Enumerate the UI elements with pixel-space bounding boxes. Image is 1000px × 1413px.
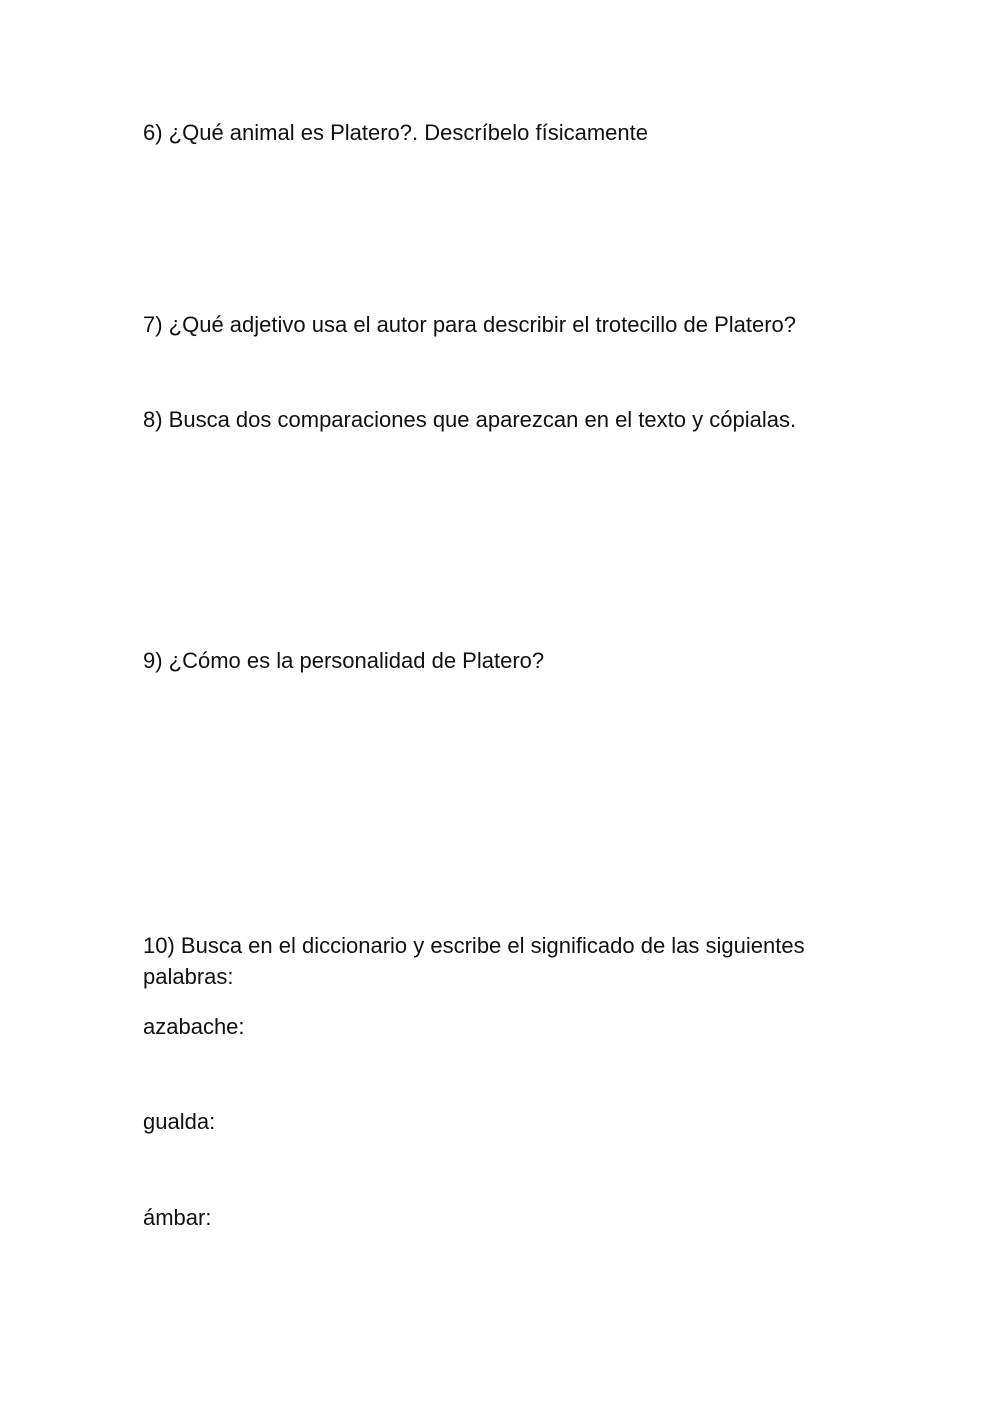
question-7: 7) ¿Qué adjetivo usa el autor para describir el trotecillo de Platero? (143, 312, 797, 337)
question-10-line-1: 10) Busca en el diccionario y escribe el significado de las siguientes (143, 933, 805, 958)
question-9: 9) ¿Cómo es la personalidad de Platero? (143, 648, 545, 673)
question-8: 8) Busca dos comparaciones que aparezcan en el texto y cópialas. (143, 407, 797, 432)
question-6: 6) ¿Qué animal es Platero?. Descríbelo físicamente (143, 120, 649, 145)
vocab-word-gualda: gualda: (143, 1109, 216, 1134)
question-10-line-2: palabras: (143, 964, 234, 989)
vocab-word-ambar: ámbar: (143, 1205, 212, 1230)
vocab-word-azabache: azabache: (143, 1014, 245, 1039)
